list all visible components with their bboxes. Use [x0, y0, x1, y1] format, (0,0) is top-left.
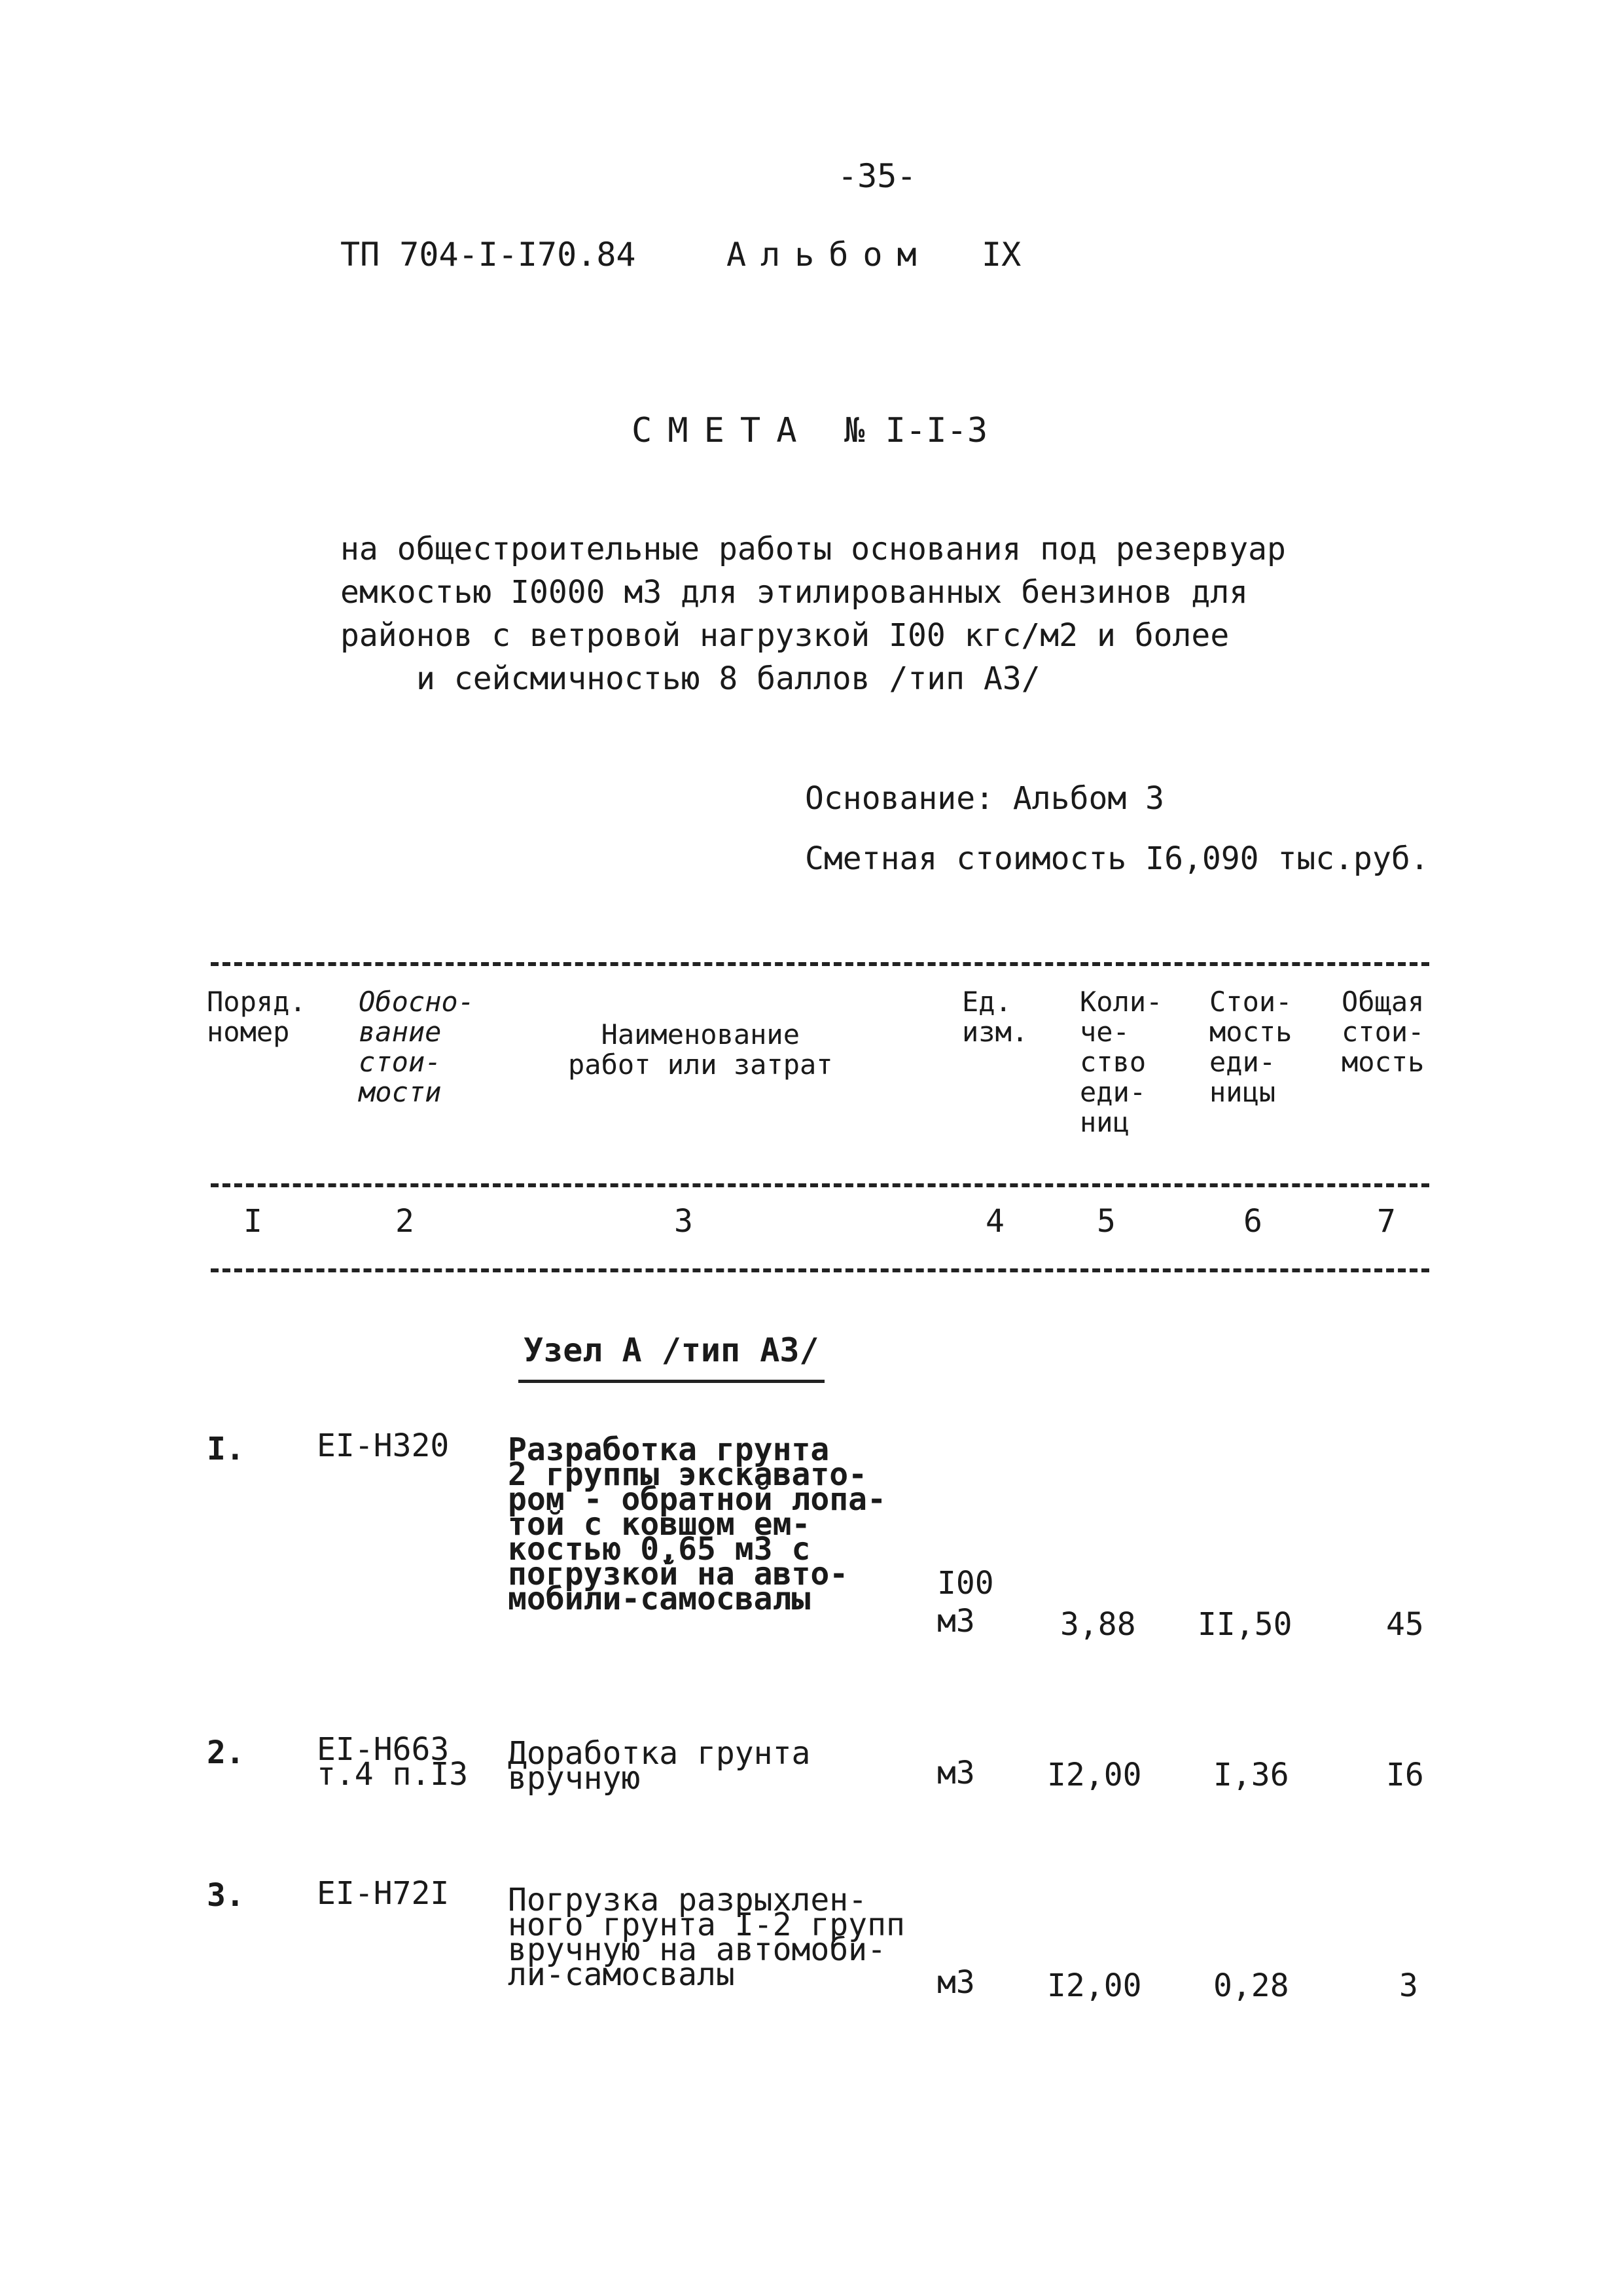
page-number: -35-	[838, 157, 917, 195]
description-line-2: емкостью I0000 м3 для этилированных бензинов для	[340, 574, 1249, 611]
estimate-title: СМЕТА	[632, 411, 813, 450]
row-3-number: 3.	[207, 1877, 245, 1914]
estimated-cost-line: Сметная стоимость I6,090 тыс.руб.	[805, 840, 1429, 877]
row-2-work-name: Доработка грунта вручную	[508, 1735, 811, 1797]
table-header-rule	[211, 1183, 1429, 1187]
col-header-name: Наименование работ или затрат	[568, 1018, 833, 1081]
row-3-unit: м3	[937, 1964, 975, 2001]
row-2-total-cost: I6	[1386, 1757, 1424, 1793]
description-line-3: районов с ветровой нагрузкой I00 кгс/м2 и более	[340, 617, 1230, 654]
estimate-number: № I-I-3	[844, 411, 988, 450]
row-1-number: I.	[207, 1431, 245, 1467]
table-top-rule	[211, 962, 1429, 966]
description-line-4: и сейсмичностью 8 баллов /тип А3/	[416, 660, 1041, 697]
col-header-quantity: Коли- че- ство еди- ниц	[1080, 986, 1163, 1138]
row-2-number: 2.	[207, 1734, 245, 1771]
row-3-work-name: Погрузка разрыхлен- ного грунта I-2 групп вручную на автомоби- ли-самосвалы	[508, 1882, 905, 1993]
table-numbers-rule	[211, 1268, 1429, 1272]
row-3-total-cost: 3	[1399, 1967, 1418, 2004]
col-number-1: I	[243, 1203, 262, 1240]
col-number-2: 2	[395, 1203, 414, 1240]
row-1-unit: I00 м3	[937, 1565, 994, 1640]
col-header-unit-cost: Стои- мость еди- ницы	[1209, 986, 1292, 1108]
col-number-4: 4	[986, 1203, 1005, 1240]
col-header-unit: Ед. изм.	[962, 986, 1029, 1048]
col-number-3: 3	[674, 1203, 693, 1240]
col-number-7: 7	[1377, 1203, 1396, 1240]
col-number-6: 6	[1243, 1203, 1262, 1240]
row-2-unit: м3	[937, 1755, 975, 1791]
basis-line: Основание: Альбом 3	[805, 780, 1165, 817]
album-number: IX	[982, 236, 1022, 274]
col-number-5: 5	[1097, 1203, 1116, 1240]
document-code: ТП 704-I-I70.84	[340, 236, 636, 274]
row-2-basis-code: ЕI-Н663 т.4 п.I3	[317, 1731, 469, 1793]
row-3-basis-code: ЕI-Н72I	[317, 1875, 450, 1912]
row-1-total-cost: 45	[1386, 1606, 1424, 1643]
col-header-basis: Обосно- вание стои- мости	[359, 986, 475, 1108]
album-label: Альбом	[726, 236, 931, 274]
description-line-1: на общестроительные работы основания под резервуар	[340, 531, 1286, 567]
col-header-total-cost: Общая стои- мость	[1342, 986, 1425, 1078]
row-1-unit-cost: II,50	[1198, 1606, 1292, 1643]
row-1-work-name: Разработка грунта 2 группы экскавато- ром - обратной лопа- той с ковшом ем- костью 0,65 м3 с погрузкой на авто- мобили-самосвалы	[508, 1431, 886, 1617]
row-3-unit-cost: 0,28	[1213, 1967, 1289, 2004]
row-2-unit-cost: I,36	[1213, 1757, 1289, 1793]
section-title-underline	[518, 1380, 825, 1383]
row-3-quantity: I2,00	[1047, 1967, 1142, 2004]
col-header-order-number: Поряд. номер	[207, 986, 306, 1048]
row-1-basis-code: ЕI-Н320	[317, 1427, 450, 1464]
row-1-quantity: 3,88	[1060, 1606, 1136, 1643]
row-2-quantity: I2,00	[1047, 1757, 1142, 1793]
section-title: Узел А /тип А3/	[524, 1331, 819, 1369]
